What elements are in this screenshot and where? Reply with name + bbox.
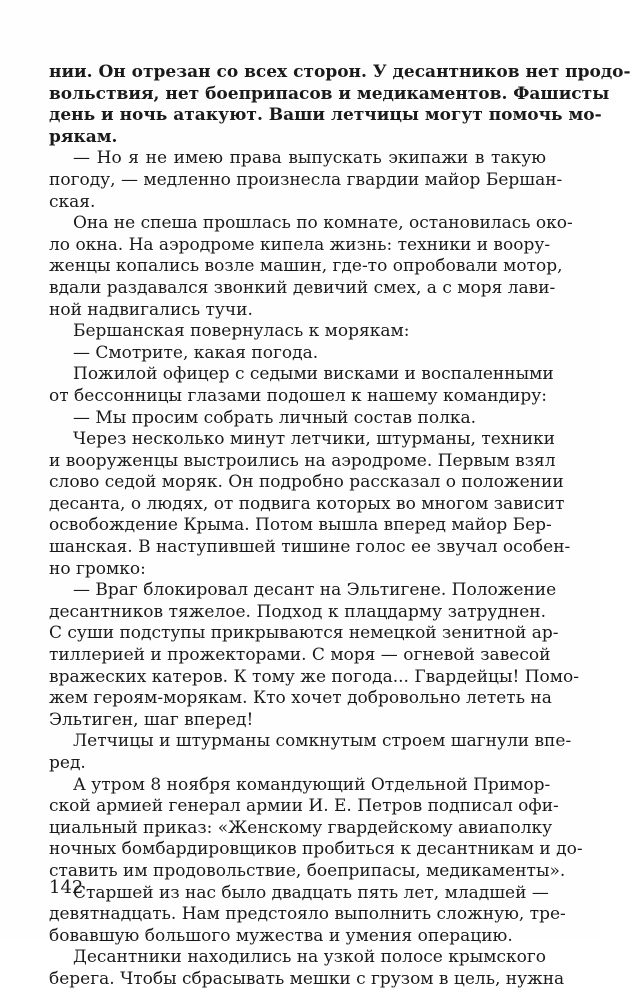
text-line: Через несколько минут летчики, штурманы, техники bbox=[73, 429, 555, 450]
text-line: Бершанская повернулась к морякам: bbox=[73, 321, 410, 342]
text-line: но громко: bbox=[49, 558, 146, 579]
text-line: — Враг блокировал десант на Эльтигене. Положение bbox=[73, 580, 557, 601]
text-line: Эльтиген, шаг вперед! bbox=[49, 709, 254, 730]
text-line: десантников тяжелое. Подход к плацдарму затруднен. bbox=[49, 601, 546, 622]
text-line: ред. bbox=[49, 753, 86, 773]
text-line: циальный приказ: «Женскому гвардейскому авиаполку bbox=[49, 817, 553, 838]
text-line: рякам. bbox=[49, 126, 118, 147]
text-line: тиллерией и прожекторами. С моря — огневой завесой bbox=[49, 645, 551, 666]
text-line: берега. Чтобы сбрасывать мешки с грузом в цель, нужна bbox=[49, 968, 565, 989]
text-line: день и ночь атакуют. Ваши летчицы могут помочь мо- bbox=[49, 105, 602, 126]
text-line: вдали раздавался звонкий девичий смех, а с моря лави- bbox=[49, 277, 556, 298]
text-line: — Мы просим собрать личный состав полка. bbox=[73, 407, 477, 428]
page-number: 142 bbox=[49, 877, 84, 898]
text-line: ской армией генерал армии И. Е. Петров подписал офи- bbox=[49, 796, 559, 817]
text-line: освобождение Крыма. Потом вышла вперед майор Бер- bbox=[49, 515, 552, 536]
text-line: девятнадцать. Нам предстояло выполнить сложную, тре- bbox=[49, 904, 566, 925]
text-line: бовавшую большого мужества и умения операцию. bbox=[49, 925, 513, 946]
text-line: шанская. В наступившей тишине голос ее звучал особен- bbox=[49, 537, 571, 558]
text-line: ская. bbox=[49, 191, 96, 212]
text-line: женцы копались возле машин, где-то опробовали мотор, bbox=[49, 256, 563, 277]
text-line: Пожилой офицер с седыми висками и воспаленными bbox=[73, 364, 554, 385]
text-line: десанта, о людях, от подвига которых во многом зависит bbox=[49, 493, 565, 514]
text-line: ло окна. На аэродроме кипела жизнь: техники и воору- bbox=[49, 234, 551, 255]
text-line: слово седой моряк. Он подробно рассказал о положении bbox=[49, 472, 564, 493]
text-line: погоду, — медленно произнесла гвардии майор Бершан- bbox=[49, 169, 563, 190]
text-line: Десантники находились на узкой полосе крымского bbox=[73, 947, 546, 968]
text-line: жем героям-морякам. Кто хочет добровольно лететь на bbox=[49, 688, 552, 709]
text-line: вольствия, нет боеприпасов и медикаментов. Фашисты bbox=[49, 83, 610, 104]
text-line: нии. Он отрезан со всех сторон. У десантников нет продо- bbox=[49, 62, 631, 82]
text-line: — Смотрите, какая погода. bbox=[73, 342, 319, 363]
body-text bbox=[49, 62, 631, 991]
text-line: А утром 8 ноября командующий Отдельной Примор- bbox=[73, 774, 551, 795]
text-line: ночных бомбардировщиков пробиться к десантникам и до- bbox=[49, 839, 583, 860]
text-line: ной надвигались тучи. bbox=[49, 299, 253, 320]
text-line: Старшей из нас было двадцать пять лет, младшей — bbox=[73, 882, 549, 903]
text-line: и вооруженцы выстроились на аэродроме. Первым взял bbox=[49, 450, 556, 471]
text-line: от бессонницы глазами подошел к нашему командиру: bbox=[49, 385, 547, 406]
text-line: С суши подступы прикрываются немецкой зенитной ар- bbox=[49, 623, 559, 644]
text-line: вражеских катеров. К тому же погода... Гвардейцы! Помо- bbox=[49, 666, 579, 687]
text-line: — Но я не имею права выпускать экипажи в такую bbox=[73, 148, 546, 169]
text-line: Она не спеша прошлась по комнате, остановилась око- bbox=[73, 213, 573, 234]
text-line: ставить им продовольствие, боеприпасы, медикаменты». bbox=[49, 860, 566, 881]
text-line: Летчицы и штурманы сомкнутым строем шагнули впе- bbox=[73, 731, 572, 752]
